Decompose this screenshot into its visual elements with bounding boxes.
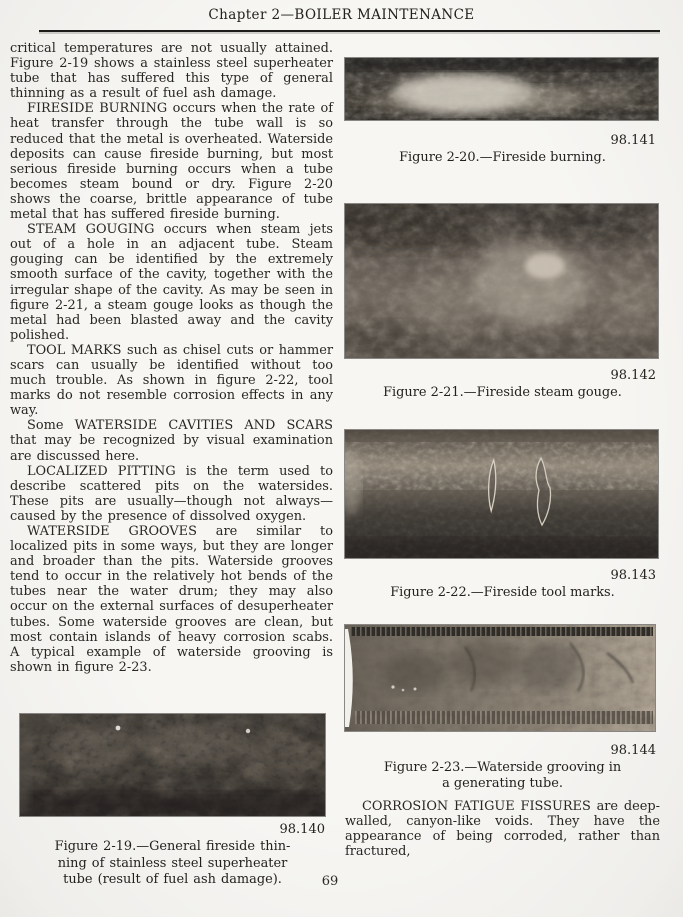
figure-caption: Figure 2-20.—Fireside burning. [399,150,606,165]
figure-2-20 [345,58,660,167]
photo-id-number: 98.140 [279,821,325,837]
page-header: Chapter 2—BOILER MAINTENANCE [208,7,475,23]
figure-caption: Figure 2-23.—Waterside grooving in a generating tube. [383,759,622,791]
figure-2-19-photo [20,714,325,816]
right-column [345,58,660,872]
page-number: 69 [321,874,339,889]
photo-id-number: 98.144 [610,742,656,758]
figure-2-22 [345,430,660,602]
figure-2-21 [345,204,660,402]
body-paragraph: critical temperatures are not usually attained. Figure 2-19 shows a stainless steel superheater tube that has suffered this type of general thinning as a result of fuel ash damage. [10,41,333,102]
figure-2-19 [10,714,333,889]
photo-id-number: 98.141 [610,133,656,148]
figure-caption: Figure 2-21.—Fireside steam gouge. [383,384,622,400]
photo-id-number: 98.142 [610,367,656,383]
body-paragraph: FIRESIDE BURNING occurs when the rate of heat transfer through the tube wall is so reduced that the metal is overheated. Waterside deposits can cause fireside burning, but most serious fireside burning occurs when a tube becomes steam bound or dry. Figure 2-20 shows the coarse, brittle appearance of tube metal that has suffered fireside burning. [10,101,333,223]
photo-id-number: 98.143 [610,568,656,583]
figure-2-20-photo [345,58,658,120]
body-paragraph: TOOL MARKS such as chisel cuts or hammer scars can usually be identified without too much trouble. As shown in figure 2-22, tool marks do not resemble corrosion effects in any way. [10,342,333,419]
figure-2-23 [345,625,660,793]
body-paragraph: WATERSIDE GROOVES are similar to localized pits in some ways, but they are longer and broader than the pits. Waterside grooves tend to occur in the relatively hot bends of the tubes near the water drum; they may also occur on the external surfaces of desuperheater tubes. Some waterside grooves are clean, but most contain islands of heavy corrosion scabs. A typical example of waterside grooving is shown in figure 2-23. [10,524,333,675]
body-paragraph: Some WATERSIDE CAVITIES AND SCARS that may be recognized by visual examination are discussed here. [10,418,333,464]
header-rule [39,30,660,32]
figure-2-22-photo [345,430,658,558]
left-column [10,41,333,889]
figure-caption: Figure 2-22.—Fireside tool marks. [390,585,615,600]
figure-caption: Figure 2-19.—General fireside thin- ning of stainless steel superheater tube (result of fuel ash damage). [54,839,291,888]
body-paragraph: STEAM GOUGING occurs when steam jets out of a hole in an adjacent tube. Steam gouging can be identified by the extremely smooth surface of the cavity, together with the irregular shape of the cavity. As may be seen in figure 2-21, a steam gouge looks as though the metal had been blasted away and the cavity polished. [10,222,333,343]
figure-2-23-photo [345,625,655,731]
figure-2-21-photo [345,204,658,358]
body-paragraph: LOCALIZED PITTING is the term used to describe scattered pits on the watersides. These pits are usually—though not always—caused by the presence of dissolved oxygen. [10,463,333,524]
body-paragraph: CORROSION FATIGUE FISSURES are deep-walled, canyon-like voids. They have the appearance of being corroded, rather than fractured, [345,798,660,859]
